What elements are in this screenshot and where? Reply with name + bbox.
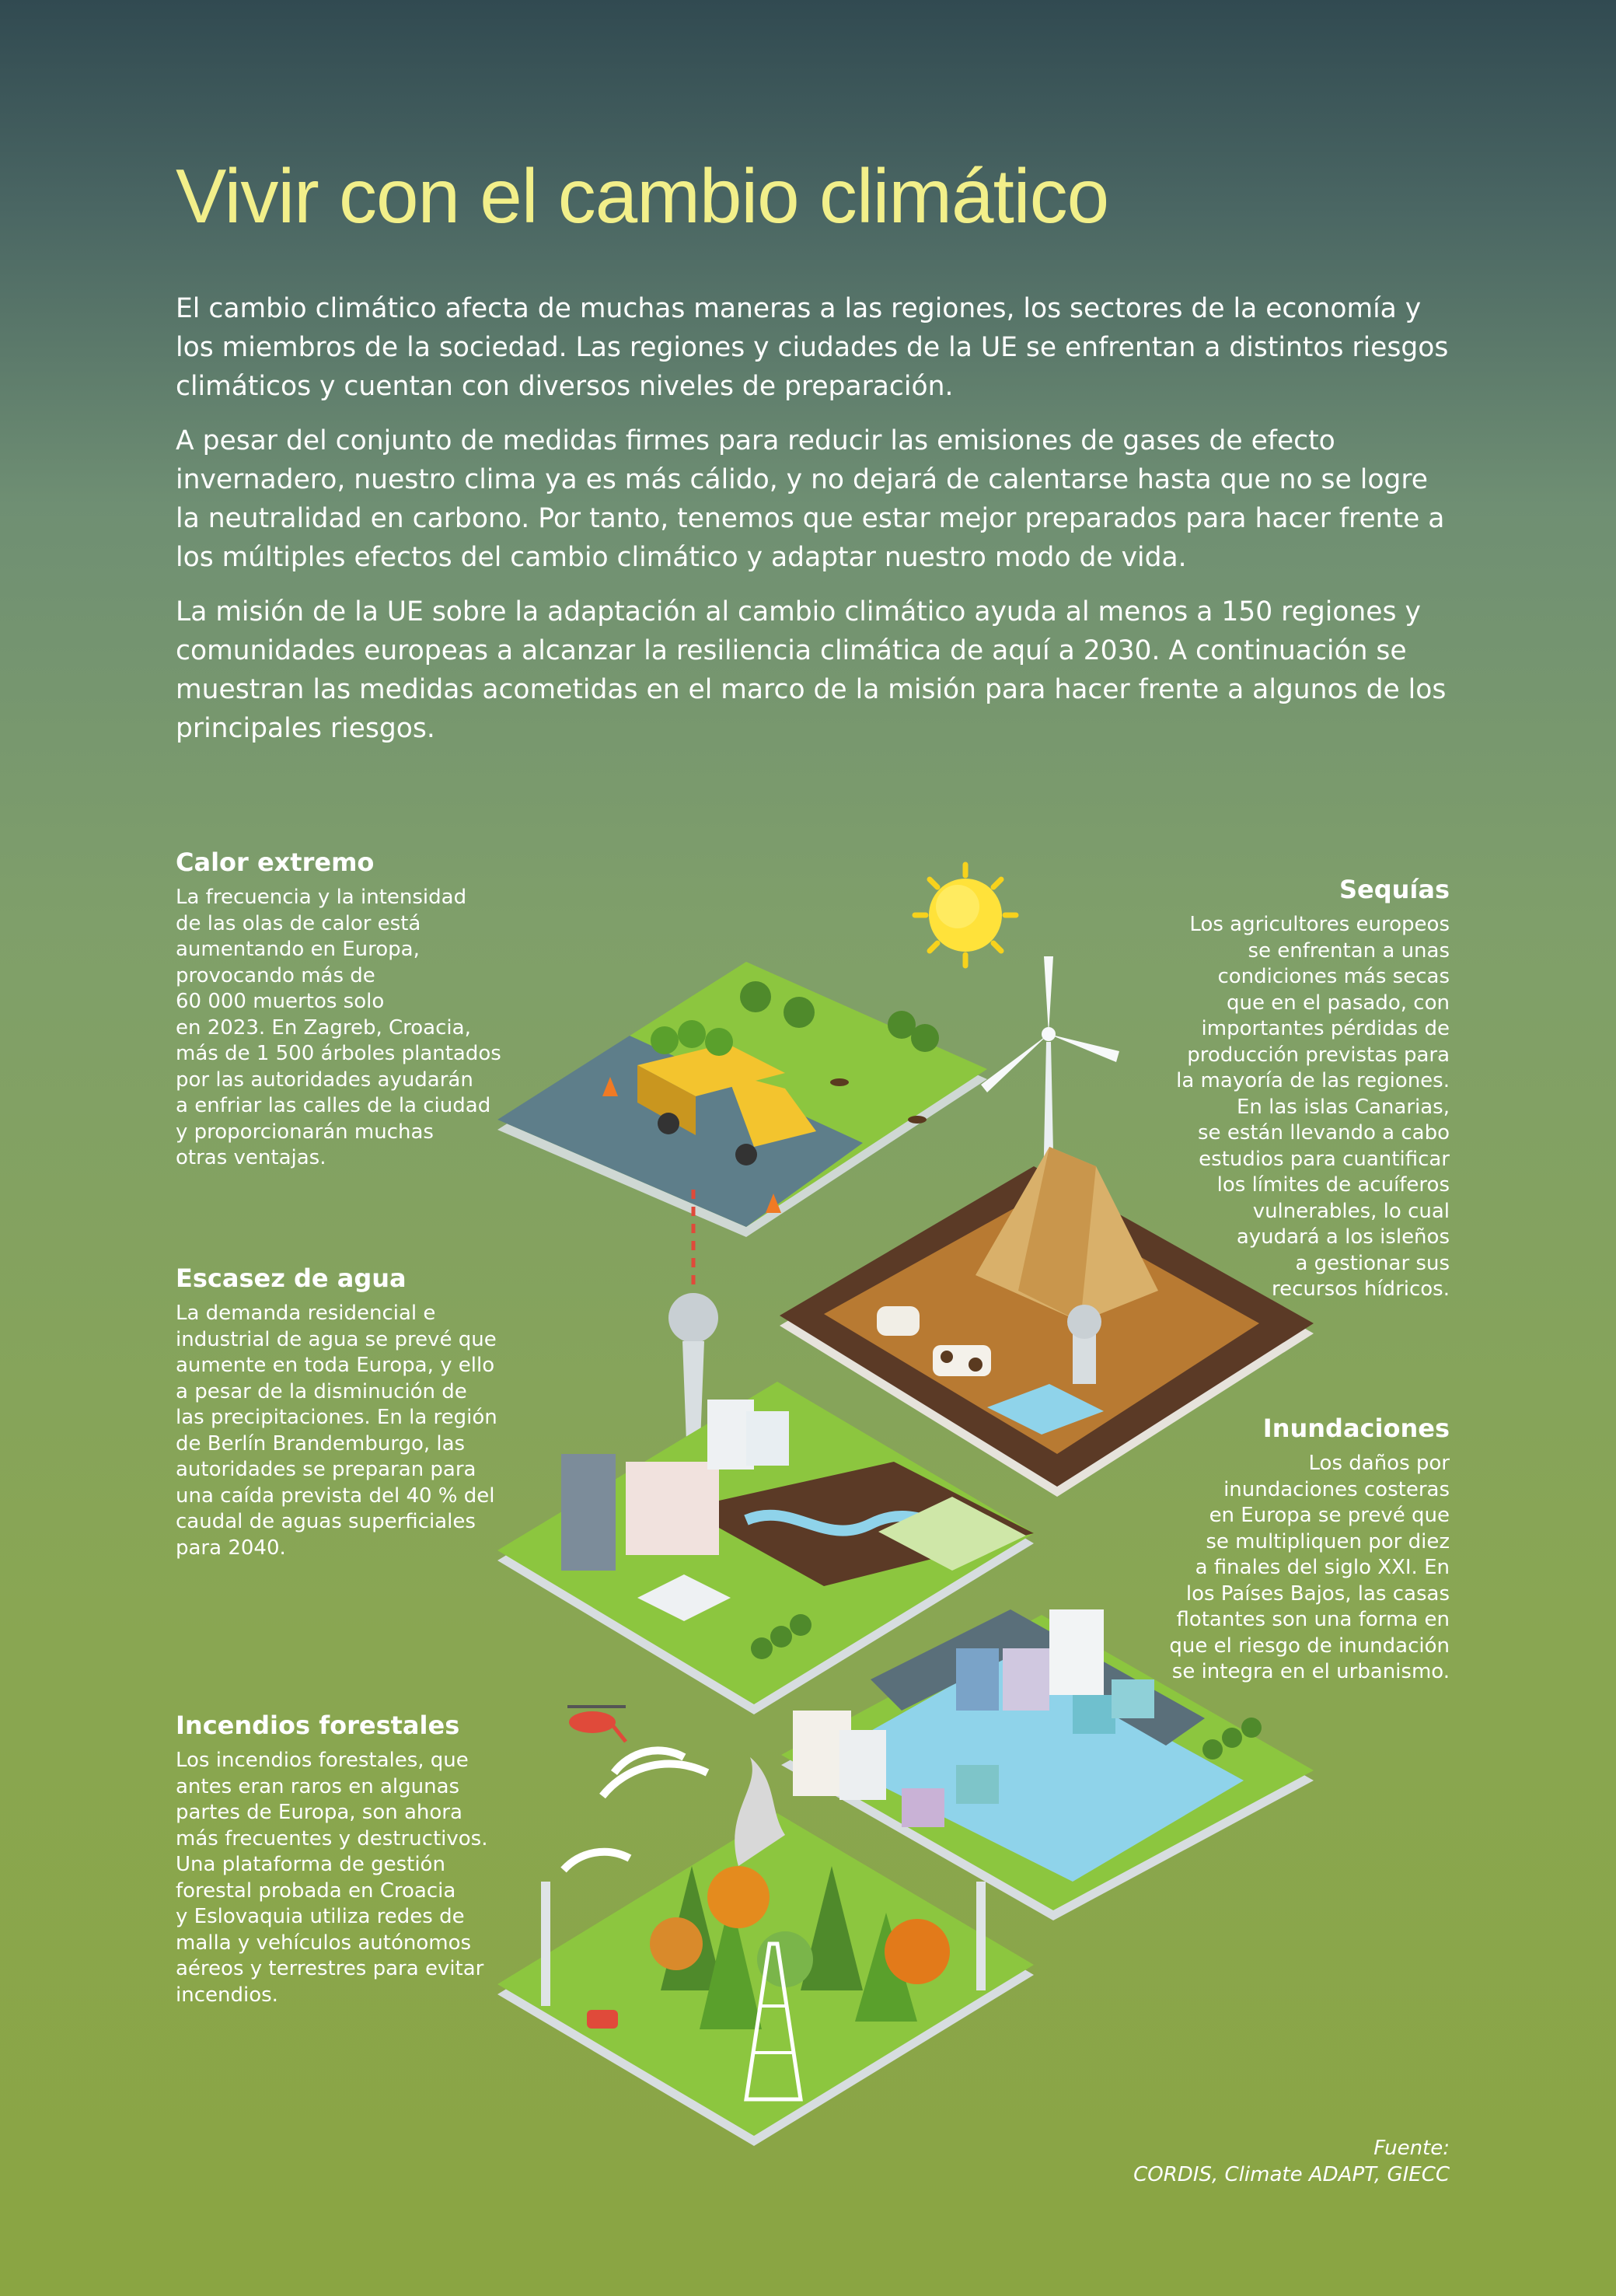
sun-icon (915, 865, 1016, 966)
risk-text: Los agricultores europeos se enfrentan a unas condiciones más secas que en el pasado, con importantes pérdidas de producción previstas para la mayoría de las regiones. En las islas Canarias, se están llevando a cabo estudios para cuantificar los límites de acuíferos vulnerables, lo cual ayudará a los isleños a gestionar sus recursos hídricos. (1176, 913, 1450, 1301)
heat-tile (497, 962, 987, 1237)
risk-wildfire (176, 1711, 510, 2008)
cow-icon (933, 1345, 991, 1376)
risk-text: La frecuencia y la intensidad de las olas de calor está aumentando en Europa, provocando más de 60 000 muertos solo en 2023. En Zagreb, Croacia, más de 1 500 árboles plantados por las autoridades ayudarán a enfriar las calles de la ciudad y proporcionarán muchas otras ventajas. (176, 886, 501, 1169)
risk-water-scarcity (176, 1263, 510, 1561)
risk-title: Incendios forestales (176, 1711, 460, 1740)
risk-title: Escasez de agua (176, 1263, 407, 1293)
risk-title: Calor extremo (176, 847, 375, 877)
intro-paragraph: La misión de la UE sobre la adaptación al cambio climático ayuda al menos a 150 regiones y comunidades europeas a alcanzar la resiliencia climática de aquí a 2030. A continuación se muestran las medidas acometidas en el marco de la misión para hacer frente a algunos de los principales riesgos. (176, 596, 1447, 744)
helicopter-icon (567, 1707, 626, 1742)
risk-text: Los incendios forestales, que antes eran raros en algunas partes de Europa, son ahora más frecuentes y destructivos. Una plataforma de gestión forestal probada en Croacia y Eslovaquia utiliza redes de malla y vehículos autónomos aéreos y terrestres para evitar incendios. (176, 1749, 488, 2007)
source-credit: Fuente: CORDIS, Climate ADAPT, GIECC (1133, 2137, 1450, 2186)
risk-title: Sequías (1339, 875, 1450, 904)
page-title: Vivir con el cambio climático (176, 153, 1109, 239)
risk-text: La demanda residencial e industrial de agua se prevé que aumente en toda Europa, y ello a pesar de la disminución de las precipitaciones. En la región de Berlín Brandemburgo, las autoridades se preparan para una caída prevista del 40 % del caudal de aguas superficiales para 2040. (176, 1302, 497, 1560)
risk-heat (176, 847, 510, 1172)
risk-drought (1115, 875, 1450, 1303)
risk-flood (1115, 1414, 1450, 1686)
intro-paragraph: El cambio climático afecta de muchas maneras a las regiones, los sectores de la economía y los miembros de la sociedad. Las regiones y ciudades de la UE se enfrentan a distintos riesgos climáticos y cuentan con diversos niveles de preparación. (176, 293, 1449, 402)
risk-text: Los daños por inundaciones costeras en Europa se prevé que se multipliquen por diez a finales del siglo XXI. En los Países Bajos, las casas flotantes son una forma en que el riesgo de inundación se integra en el urbanismo. (1169, 1452, 1450, 1683)
risk-title: Inundaciones (1262, 1414, 1450, 1443)
intro-paragraph: A pesar del conjunto de medidas firmes para reducir las emisiones de gases de efecto invernadero, nuestro clima ya es más cálido, y no dejará de calentarse hasta que no se logre la neutralidad en carbono. Por tanto, tenemos que estar mejor preparados para hacer frente a los múltiples efectos del cambio climático y adaptar nuestro modo de vida. (176, 425, 1445, 573)
